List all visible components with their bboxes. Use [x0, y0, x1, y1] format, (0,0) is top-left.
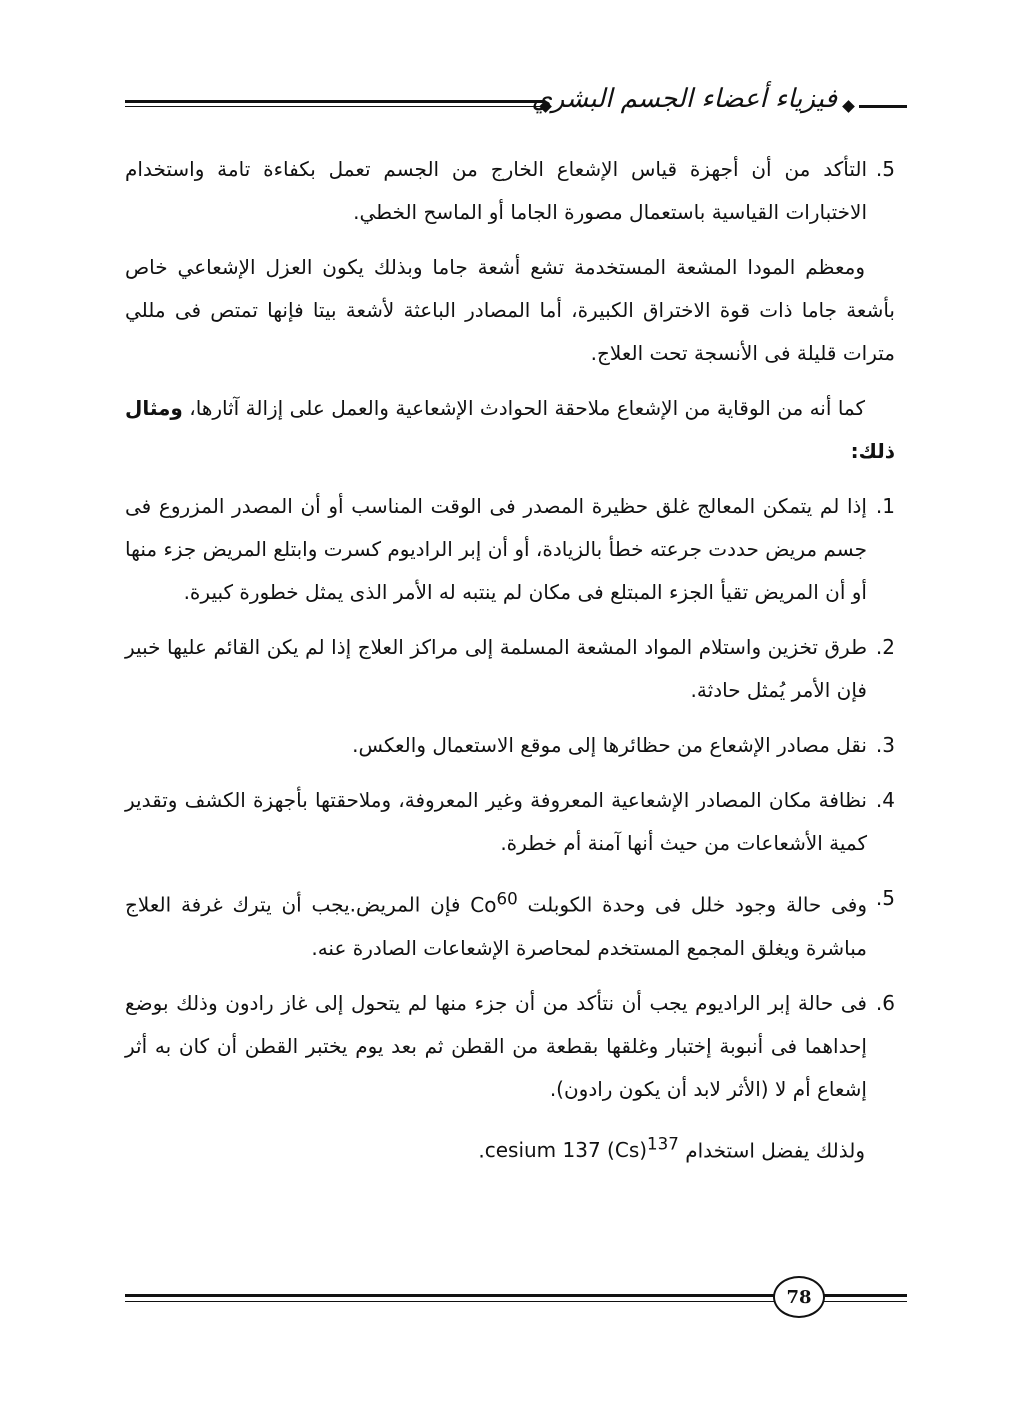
isotope-symbol: Co [470, 892, 497, 917]
item-text: نقل مصادر الإشعاع من حظائرها إلى موقع الاستعمال والعكس. [352, 733, 867, 757]
paragraph-text: كما أنه من الوقاية من الإشعاع ملاحقة الحوادث الإشعاعية والعمل على إزالة آثارها، [189, 396, 866, 420]
list-item [125, 626, 895, 712]
header-rule-right [859, 105, 907, 108]
footer-rule-right [817, 1294, 907, 1297]
running-title: فيزياء أعضاء الجسم البشري [531, 84, 837, 114]
footer-rule-right [817, 1301, 907, 1302]
page-body [125, 148, 895, 1172]
cesium-term [484, 1134, 679, 1163]
item-number: 2. [875, 635, 895, 659]
paragraph: ومعظم المودا المشعة المستخدمة تشع أشعة جاما وبذلك يكون العزل الإشعاعي خاص بأشعة جاما ذات قوة الاختراق الكبيرة، أما المصادر الباعثة لأشعة بيتا فإنها تمتص فى مللي مترات قليلة فى الأنسجة تحت العلاج. [125, 255, 895, 365]
item-text-pre: وفى حالة وجود خلل فى وحدة الكوبلت [527, 892, 867, 917]
diamond-icon [842, 100, 855, 113]
closing-line [125, 1123, 895, 1173]
cesium-symbol: (Cs) [607, 1138, 648, 1163]
item-text: التأكد من أن أجهزة قياس الإشعاع الخارج من الجسم تعمل بكفاءة تامة واستخدام الاختبارات القياسية باستعمال مصورة الجاما أو الماسح الخطي. [125, 157, 867, 224]
isotope-cobalt [470, 889, 518, 917]
closing-text: ولذلك يفضل استخدام [685, 1138, 865, 1163]
page-number: 78 [773, 1276, 825, 1318]
cesium-label: cesium 137 [484, 1138, 601, 1163]
list-item [125, 877, 895, 970]
footer-rule [125, 1301, 775, 1302]
header-rule [125, 100, 545, 110]
paragraph [125, 387, 895, 473]
isotope-mass: 60 [496, 889, 518, 908]
footer-rule [125, 1294, 775, 1297]
list-item [125, 982, 895, 1111]
item-text [125, 877, 867, 970]
list-item [125, 485, 895, 614]
page-footer [125, 1270, 907, 1330]
closing-period: . [478, 1138, 485, 1163]
item-number: 4. [875, 788, 895, 812]
item-text: طرق تخزين واستلام المواد المشعة المسلمة إلى مراكز العلاج إذا لم يكن القائم عليها خبير فإن الأمر يُمثل حادثة. [125, 635, 867, 702]
example-lead: ومثال ذلك: [125, 396, 895, 463]
list-item [125, 148, 895, 234]
item-text-post: فإن المريض.يجب أن يترك غرفة العلاج مباشرة ويغلق المجمع المستخدم لمحاصرة الإشعاعات الصادرة عنه. [125, 892, 867, 960]
item-number: 5. [875, 886, 895, 910]
item-number: 6. [875, 990, 895, 1015]
item-number: 1. [875, 494, 895, 518]
item-text: إذا لم يتمكن المعالج غلق حظيرة المصدر فى الوقت المناسب أو أن المصدر المزروع فى جسم مريض حددت جرعته خطأ بالزيادة، أو أن إبر الراديوم كسرت وابتلع المريض جزء منها أو أن المريض تقيأ الجزء المبتلع فى مكان لم ينتبه له الأمر الذى يمثل خطورة كبيرة. [125, 494, 867, 604]
item-number: 5. [875, 157, 895, 181]
item-number: 3. [875, 733, 895, 757]
item-text: نظافة مكان المصادر الإشعاعية المعروفة وغير المعروفة، وملاحقتها بأجهزة الكشف وتقدير كمية الأشعاعات من حيث أنها آمنة أم خطرة. [125, 788, 867, 855]
page-header [125, 78, 907, 122]
cesium-mass: 137 [647, 1134, 679, 1154]
item-text: فى حالة إبر الراديوم يجب أن نتأكد من أن جزء منها لم يتحول إلى غاز رادون وذلك بوضع إحداهما فى أنبوبة إختبار وغلقها بقطعة من القطن ثم بعد يوم يختبر القطن أن كان به أثر إشعاع أم لا (الأثر لابد أن يكون رادون). [125, 990, 867, 1101]
list-item [125, 779, 895, 865]
list-item [125, 724, 895, 767]
